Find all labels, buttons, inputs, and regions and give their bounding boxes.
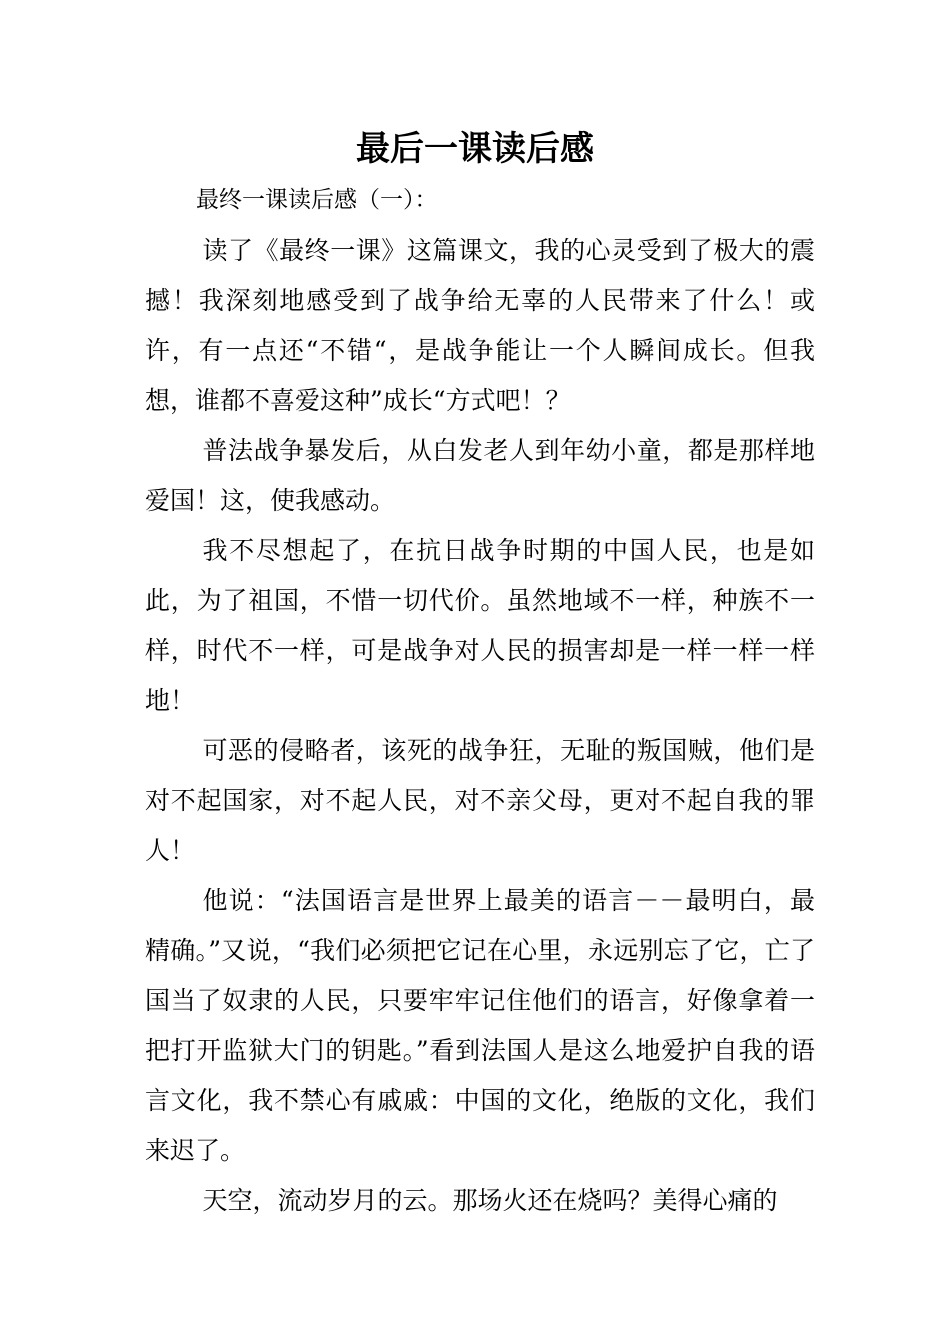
document-title: 最后一课读后感 [356,129,594,169]
document-body [145,226,815,1226]
paragraph: 他说：“法国语言是世界上最美的语言－－最明白，最精确。”又说，“我们必须把它记在心里，永远别忘了它，亡了国当了奴隶的人民，只要牢牢记住他们的语言，好像拿着一把打开监狱大门的钥匙。”看到法国人是这么地爱护自我的语言文化，我不禁心有戚戚：中国的文化，绝版的文化，我们来迟了。 [145,886,815,1165]
paragraph: 读了《最终一课》这篇课文，我的心灵受到了极大的震撼！我深刻地感受到了战争给无辜的人民带来了什么！或许，有一点还“不错“，是战争能让一个人瞬间成长。但我想，谁都不喜爱这种”成长“方式吧！？ [145,236,815,415]
paragraph: 普法战争暴发后，从白发老人到年幼小童，都是那样地爱国！这，使我感动。 [145,436,815,515]
paragraph: 可恶的侵略者，该死的战争狂，无耻的叛国贼，他们是对不起国家，对不起人民，对不亲父母，更对不起自我的罪人！ [145,736,815,865]
paragraph: 我不尽想起了，在抗日战争时期的中国人民，也是如此，为了祖国，不惜一切代价。虽然地域不一样，种族不一样，时代不一样，可是战争对人民的损害却是一样一样一样地！ [145,536,815,715]
document-subtitle: 最终一课读后感（一）： [196,187,438,213]
paragraph: 天空，流动岁月的云。那场火还在烧吗？美得心痛的 [202,1186,778,1215]
